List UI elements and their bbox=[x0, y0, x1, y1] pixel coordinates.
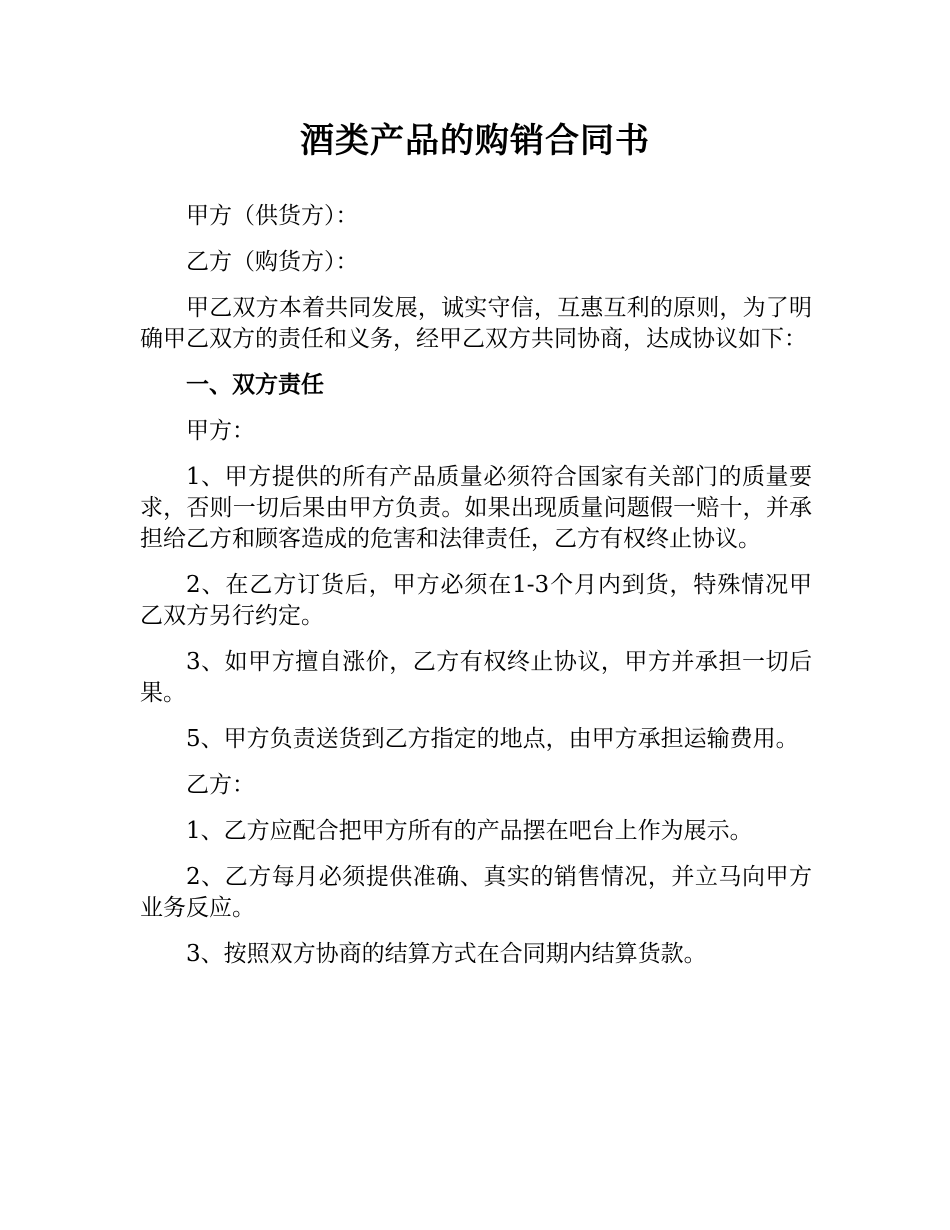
party-a-heading: 甲方： bbox=[186, 418, 255, 444]
party-b-clause-1: 1、乙方应配合把甲方所有的产品摆在吧台上作为展示。 bbox=[186, 818, 753, 844]
preamble-paragraph: 甲乙双方本着共同发展，诚实守信，互惠互利的原则，为了明确甲乙双方的责任和义务，经甲乙双方共同协商，达成协议如下： bbox=[140, 295, 812, 352]
document-title: 酒类产品的购销合同书 bbox=[300, 121, 650, 161]
party-a-clause-5: 5、甲方负责送货到乙方指定的地点，由甲方承担运输费用。 bbox=[186, 726, 799, 752]
document-body bbox=[140, 201, 812, 985]
party-a-clause-1: 1、甲方提供的所有产品质量必须符合国家有关部门的质量要求，否则一切后果由甲方负责。如果出现质量问题假一赔十，并承担给乙方和顾客造成的危害和法律责任，乙方有权终止协议。 bbox=[140, 464, 812, 552]
party-b-clause-3: 3、按照双方协商的结算方式在合同期内结算货款。 bbox=[186, 941, 707, 967]
party-b-heading: 乙方： bbox=[186, 772, 255, 798]
party-a-line: 甲方（供货方）： bbox=[186, 203, 359, 229]
section-heading-responsibilities: 一、双方责任 bbox=[186, 372, 324, 398]
party-a-clause-2: 2、在乙方订货后，甲方必须在1-3个月内到货，特殊情况甲乙双方另行约定。 bbox=[140, 572, 812, 629]
party-b-line: 乙方（购货方）： bbox=[186, 249, 359, 275]
party-a-clause-3: 3、如甲方擅自涨价，乙方有权终止协议，甲方并承担一切后果。 bbox=[140, 649, 812, 706]
party-b-clause-2: 2、乙方每月必须提供准确、真实的销售情况，并立马向甲方业务反应。 bbox=[140, 864, 812, 921]
